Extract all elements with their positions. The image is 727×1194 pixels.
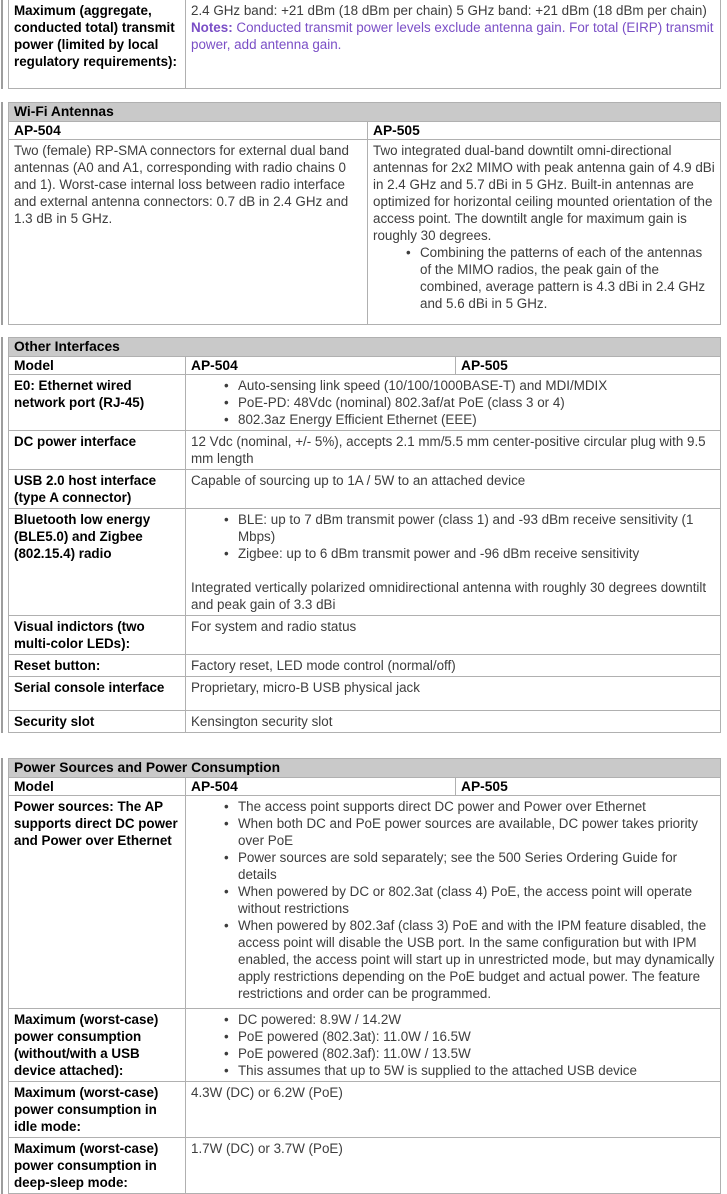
bullet-item: • 802.3az Energy Efficient Ethernet (EEE) bbox=[238, 411, 716, 428]
section-header-row bbox=[9, 102, 721, 121]
row-value bbox=[186, 374, 721, 430]
row-value bbox=[186, 1008, 721, 1081]
row-value bbox=[186, 508, 721, 615]
row-value: For system and radio status bbox=[186, 615, 721, 654]
table-row bbox=[9, 710, 721, 732]
table-row bbox=[9, 1137, 721, 1193]
power-table bbox=[1, 758, 727, 1194]
column-header-ap504: AP-504 bbox=[9, 121, 368, 139]
notes bbox=[191, 19, 716, 53]
antenna-note-text: Integrated vertically polarized omnidirectional antenna with roughly 30 degrees downtilt and peak gain of 3.3 dBi bbox=[191, 579, 707, 612]
row-label: Maximum (worst-case) power consumption in deep-sleep mode: bbox=[9, 1137, 186, 1193]
row-value: 1.7W (DC) or 3.7W (PoE) bbox=[186, 1137, 721, 1193]
bullet-item: • When powered by DC or 802.3at (class 4) PoE, the access point will operate without restrictions bbox=[238, 883, 716, 917]
row-value bbox=[186, 0, 721, 88]
section-title: Power Sources and Power Consumption bbox=[9, 758, 721, 777]
row-label: DC power interface bbox=[9, 430, 186, 469]
row-label: Security slot bbox=[9, 710, 186, 732]
table-row bbox=[9, 374, 721, 430]
section-title: Other Interfaces bbox=[9, 337, 721, 356]
row-label: Maximum (worst-case) power consumption in idle mode: bbox=[9, 1081, 186, 1137]
column-header-ap505: AP-505 bbox=[456, 356, 721, 374]
bullet-item: • Power sources are sold separately; see the 500 Series Ordering Guide for details bbox=[238, 849, 716, 883]
table-row bbox=[9, 676, 721, 710]
table-row bbox=[9, 615, 721, 654]
row-label: Maximum (worst-case) power consumption (without/with a USB device attached): bbox=[9, 1008, 186, 1081]
wifi-antennas-table bbox=[1, 102, 727, 325]
row-value: Factory reset, LED mode control (normal/off) bbox=[186, 654, 721, 676]
row-label: Bluetooth low energy (BLE5.0) and Zigbee (802.15.4) radio bbox=[9, 508, 186, 615]
bullet-item: • This assumes that up to 5W is supplied to the attached USB device bbox=[238, 1062, 716, 1079]
row-label: Power sources: The AP supports direct DC power and Power over Ethernet bbox=[9, 795, 186, 1008]
row-value: Kensington security slot bbox=[186, 710, 721, 732]
transmit-power-table bbox=[1, 0, 727, 89]
column-header-ap505: AP-505 bbox=[368, 121, 721, 139]
column-header-ap504: AP-504 bbox=[186, 777, 456, 795]
bullet-item: • The access point supports direct DC power and Power over Ethernet bbox=[238, 798, 716, 815]
bullet-list bbox=[191, 511, 716, 562]
bullet-list bbox=[191, 798, 716, 1002]
column-header-ap505: AP-505 bbox=[456, 777, 721, 795]
ap505-antenna-cell bbox=[368, 139, 721, 324]
row-value: 12 Vdc (nominal, +/- 5%), accepts 2.1 mm/5.5 mm center-positive circular plug with 9.5 mm length bbox=[186, 430, 721, 469]
column-header-ap504: AP-504 bbox=[186, 356, 456, 374]
bullet-list bbox=[191, 377, 716, 428]
table-row bbox=[9, 430, 721, 469]
bullet-list bbox=[191, 1011, 716, 1079]
bullet-item: • Zigbee: up to 6 dBm transmit power and -96 dBm receive sensitivity bbox=[238, 545, 716, 562]
ap504-antenna-cell: Two (female) RP-SMA connectors for external dual band antennas (A0 and A1, corresponding with radio chains 0 and 1). Worst-case internal loss between radio interface and external antenna connectors: 0.7 dB in 2.4 GHz and 1.3 dB in 5 GHz. bbox=[9, 139, 368, 324]
table-row bbox=[9, 469, 721, 508]
bullet-item: • When both DC and PoE power sources are available, DC power takes priority over PoE bbox=[238, 815, 716, 849]
ap505-antenna-text: Two integrated dual-band downtilt omni-directional antennas for 2x2 MIMO with peak antenna gain of 4.9 dBi in 2.4 GHz and 5.7 dBi in 5 GHz. Built-in antennas are optimized for horizontal ceiling mounted orientation of the access point. The downtilt angle for maximum gain is roughly 30 degrees. bbox=[373, 142, 715, 243]
column-header-row bbox=[9, 356, 721, 374]
bullet-item: • PoE-PD: 48Vdc (nominal) 802.3af/at PoE (class 3 or 4) bbox=[238, 394, 716, 411]
row-label: Serial console interface bbox=[9, 676, 186, 710]
row-value: Capable of sourcing up to 1A / 5W to an attached device bbox=[186, 469, 721, 508]
column-header-row bbox=[9, 121, 721, 139]
bullet-item: • Auto-sensing link speed (10/100/1000BASE-T) and MDI/MDIX bbox=[238, 377, 716, 394]
section-header-row bbox=[9, 337, 721, 356]
other-interfaces-table bbox=[1, 337, 727, 733]
table-row bbox=[9, 1008, 721, 1081]
row-label: Maximum (aggregate, conducted total) transmit power (limited by local regulatory requirements): bbox=[9, 0, 186, 88]
column-header-row bbox=[9, 777, 721, 795]
row-value: Proprietary, micro-B USB physical jack bbox=[186, 676, 721, 710]
model-header: Model bbox=[9, 356, 186, 374]
section-header-row bbox=[9, 758, 721, 777]
row-label: E0: Ethernet wired network port (RJ-45) bbox=[9, 374, 186, 430]
row-label: USB 2.0 host interface (type A connector) bbox=[9, 469, 186, 508]
row-value bbox=[186, 795, 721, 1008]
table-row bbox=[9, 139, 721, 324]
model-header: Model bbox=[9, 777, 186, 795]
transmit-power-value: 2.4 GHz band: +21 dBm (18 dBm per chain) 5 GHz band: +21 dBm (18 dBm per chain) bbox=[191, 3, 707, 18]
bullet-item: • When powered by 802.3af (class 3) PoE and with the IPM feature disabled, the access point will disable the USB port. In the same configuration but with IPM enabled, the access point will start up in unrestricted mode, but may dynamically apply restrictions depending on the PoE budget and actual power. The feature restrictions and order can be programmed. bbox=[238, 917, 716, 1002]
table-row bbox=[9, 654, 721, 676]
bullet-item: • Combining the patterns of each of the antennas of the MIMO radios, the peak gain of the combined, average pattern is 4.3 dBi in 2.4 GHz and 5.6 dBi in 5 GHz. bbox=[420, 244, 716, 312]
notes-text: Conducted transmit power levels exclude antenna gain. For total (EIRP) transmit power, add antenna gain. bbox=[191, 20, 714, 52]
bullet-item: • PoE powered (802.3at): 11.0W / 16.5W bbox=[238, 1028, 716, 1045]
row-label: Reset button: bbox=[9, 654, 186, 676]
bullet-item: • BLE: up to 7 dBm transmit power (class 1) and -93 dBm receive sensitivity (1 Mbps) bbox=[238, 511, 716, 545]
table-row bbox=[9, 508, 721, 615]
section-title: Wi-Fi Antennas bbox=[9, 102, 721, 121]
notes-label: Notes: bbox=[191, 20, 233, 35]
bullet-item: • PoE powered (802.3af): 11.0W / 13.5W bbox=[238, 1045, 716, 1062]
table-row bbox=[9, 1081, 721, 1137]
row-label: Visual indictors (two multi-color LEDs): bbox=[9, 615, 186, 654]
ap505-bullet-list bbox=[373, 244, 716, 312]
table-row bbox=[9, 0, 721, 88]
row-value: 4.3W (DC) or 6.2W (PoE) bbox=[186, 1081, 721, 1137]
table-row bbox=[9, 795, 721, 1008]
bullet-item: • DC powered: 8.9W / 14.2W bbox=[238, 1011, 716, 1028]
